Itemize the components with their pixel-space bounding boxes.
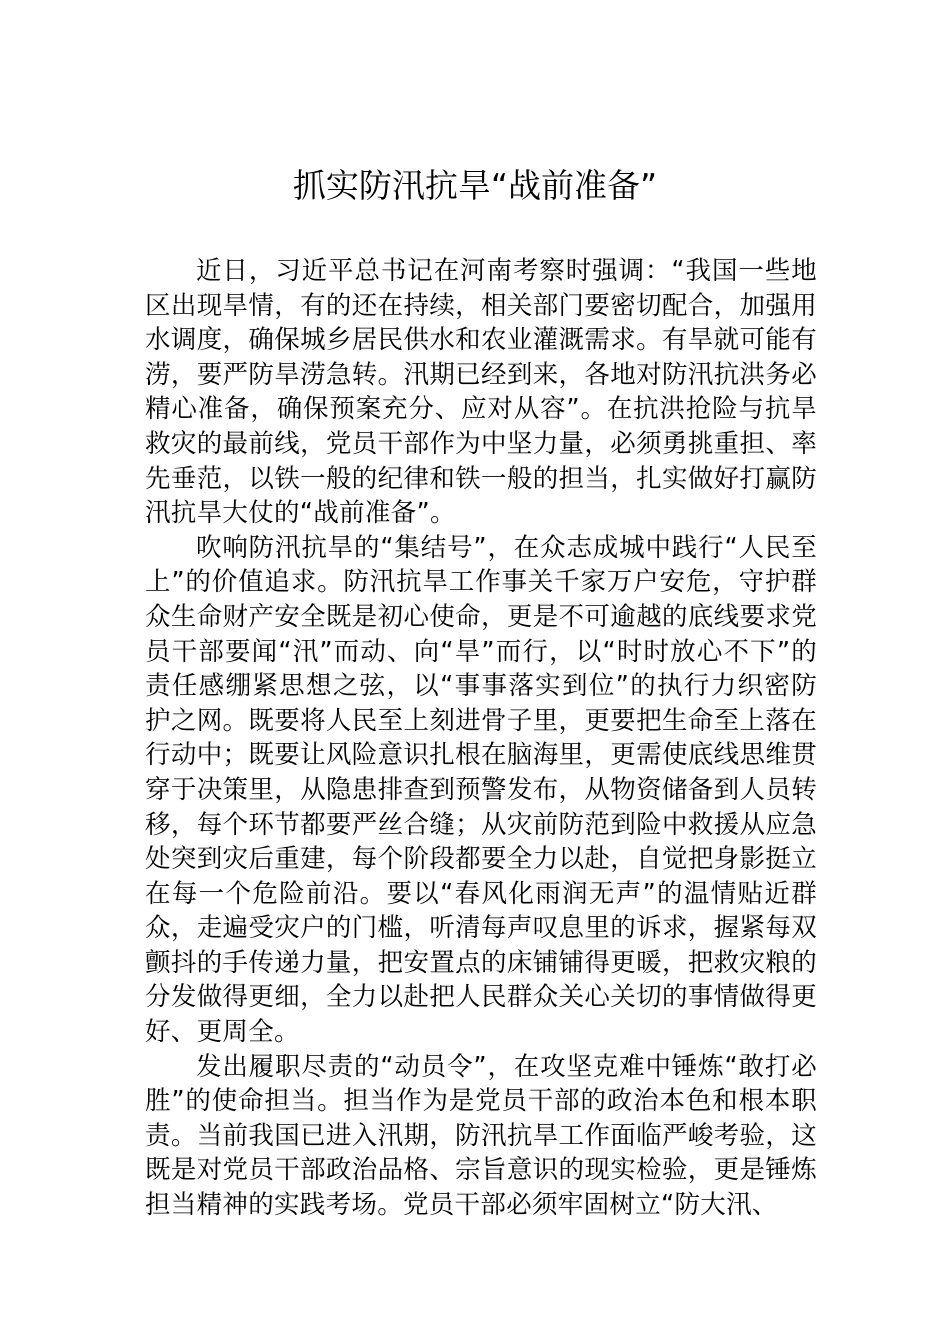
paragraph-3: 发出履职尽责的“动员令”，在攻坚克难中锤炼“敢打必胜”的使命担当。担当作为是党员干部的政治本色和根本职责。当前我国已进入汛期，防汛抗旱工作面临严峻考验，这既是对党员干部政治品格、宗旨意识的现实检验，更是锤炼担当精神的实践考场。党员干部必须牢固树立“防大汛、: [145, 1051, 817, 1221]
paragraph-2: 吹响防汛抗旱的“集结号”，在众志成城中践行“人民至上”的价值追求。防汛抗旱工作事关千家万户安危，守护群众生命财产安全既是初心使命，更是不可逾越的底线要求党员干部要闻“汛”而动、向“旱”而行，以“时时放心不下”的责任感绷紧思想之弦，以“事事落实到位”的执行力织密防护之网。既要将人民至上刻进骨子里，更要把生命至上落在行动中；既要让风险意识扎根在脑海里，更需使底线思维贯穿于决策里，从隐患排查到预警发布，从物资储备到人员转移，每个环节都要严丝合缝；从灾前防范到险中救援从应急处突到灾后重建，每个阶段都要全力以赴，自觉把身影挺立在每一个危险前沿。要以“春风化雨润无声”的温情贴近群众，走遍受灾户的门槛，听清每声叹息里的诉求，握紧每双颤抖的手传递力量，把安置点的床铺铺得更暖，把救灾粮的分发做得更细，全力以赴把人民群众关心关切的事情做得更好、更周全。: [145, 532, 817, 1048]
document-title: 抓实防汛抗旱“战前准备”: [292, 166, 658, 205]
document-body: [145, 254, 817, 1223]
paragraph-1: 近日，习近平总书记在河南考察时强调：“我国一些地区出现旱情，有的还在持续，相关部门要密切配合，加强用水调度，确保城乡居民供水和农业灌溉需求。有旱就可能有涝，要严防旱涝急转。汛期已经到来，各地对防汛抗洪务必精心准备，确保预案充分、应对从容”。在抗洪抢险与抗旱救灾的最前线，党员干部作为中坚力量，必须勇挑重担、率先垂范，以铁一般的纪律和铁一般的担当，扎实做好打赢防汛抗旱大仗的“战前准备”。: [145, 256, 817, 529]
